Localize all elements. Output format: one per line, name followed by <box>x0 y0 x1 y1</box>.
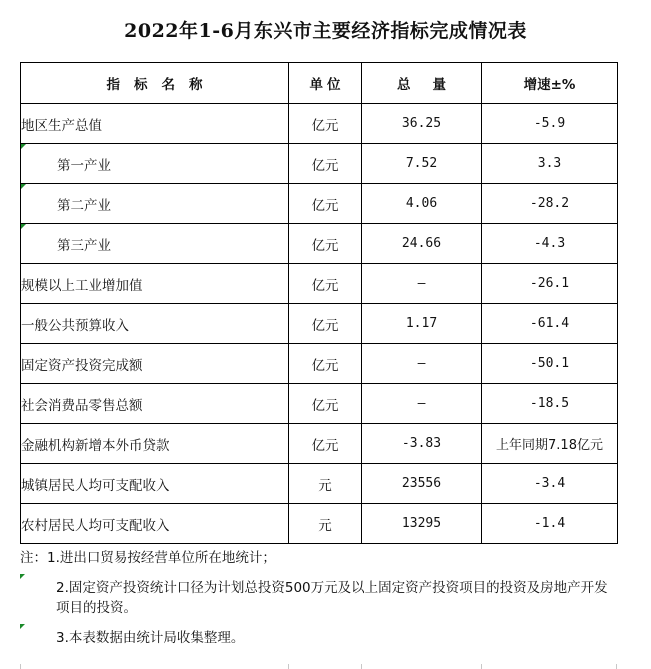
cell-marker-icon <box>20 574 25 579</box>
indicator-unit: 元 <box>289 464 362 504</box>
table-notes <box>20 542 620 648</box>
indicator-growth: -5.9 <box>482 104 618 144</box>
indicator-unit: 亿元 <box>289 344 362 384</box>
cell-marker-icon <box>21 144 26 149</box>
indicator-unit: 亿元 <box>289 224 362 264</box>
indicator-growth: -61.4 <box>482 304 618 344</box>
indicator-growth: 3.3 <box>482 144 618 184</box>
indicator-name: 农村居民人均可支配收入 <box>21 504 289 544</box>
indicator-growth: -28.2 <box>482 184 618 224</box>
indicator-total: — <box>362 384 482 424</box>
indicator-total: 23556 <box>362 464 482 504</box>
indicator-growth: -18.5 <box>482 384 618 424</box>
indicator-unit: 亿元 <box>289 184 362 224</box>
indicator-growth: 上年同期7.18亿元 <box>482 424 618 464</box>
table-row <box>21 344 618 384</box>
indicator-growth: -3.4 <box>482 464 618 504</box>
indicator-name: 第三产业 <box>21 224 289 264</box>
indicator-total: — <box>362 344 482 384</box>
cell-marker-icon <box>21 224 26 229</box>
cell-marker-icon <box>21 184 26 189</box>
indicator-unit: 亿元 <box>289 424 362 464</box>
note-1: 注：1.进出口贸易按经营单位所在地统计； <box>20 550 276 566</box>
table-row <box>21 504 618 544</box>
grid-tick <box>616 664 617 669</box>
indicator-name: 规模以上工业增加值 <box>21 264 289 304</box>
indicator-total: -3.83 <box>362 424 482 464</box>
indicator-name: 地区生产总值 <box>21 104 289 144</box>
grid-tick <box>20 664 21 669</box>
indicator-unit: 亿元 <box>289 264 362 304</box>
table-row <box>21 144 618 184</box>
indicator-name: 一般公共预算收入 <box>21 304 289 344</box>
indicator-unit: 亿元 <box>289 144 362 184</box>
table-row <box>21 424 618 464</box>
grid-tick <box>288 664 289 669</box>
grid-tick <box>361 664 362 669</box>
indicator-name: 金融机构新增本外币贷款 <box>21 424 289 464</box>
header-row <box>21 63 618 104</box>
indicator-name: 第二产业 <box>21 184 289 224</box>
indicator-unit: 亿元 <box>289 104 362 144</box>
table-row <box>21 264 618 304</box>
indicator-unit: 元 <box>289 504 362 544</box>
note-2: 2.固定资产投资统计口径为计划总投资500万元及以上固定资产投资项目的投资及房地产开发项目的投资。 <box>20 578 620 618</box>
indicator-total: 1.17 <box>362 304 482 344</box>
header-unit: 单位 <box>289 63 362 104</box>
table-row <box>21 384 618 424</box>
indicator-unit: 亿元 <box>289 384 362 424</box>
table-row <box>21 184 618 224</box>
indicator-name: 固定资产投资完成额 <box>21 344 289 384</box>
indicator-name: 城镇居民人均可支配收入 <box>21 464 289 504</box>
page-title: 2022年1-6月东兴市主要经济指标完成情况表 <box>124 20 527 42</box>
indicator-total: — <box>362 264 482 304</box>
indicator-name: 社会消费品零售总额 <box>21 384 289 424</box>
indicator-total: 13295 <box>362 504 482 544</box>
grid-edge <box>0 664 651 669</box>
indicator-unit: 亿元 <box>289 304 362 344</box>
header-growth: 增速±% <box>482 63 618 104</box>
grid-tick <box>481 664 482 669</box>
header-total: 总量 <box>362 63 482 104</box>
cell-marker-icon <box>20 624 25 629</box>
table-row <box>21 224 618 264</box>
indicator-total: 36.25 <box>362 104 482 144</box>
indicator-table <box>20 62 618 544</box>
indicator-total: 7.52 <box>362 144 482 184</box>
table-row <box>21 464 618 504</box>
indicator-growth: -26.1 <box>482 264 618 304</box>
indicator-total: 4.06 <box>362 184 482 224</box>
header-indicator-name: 指标名称 <box>21 63 289 104</box>
indicator-total: 24.66 <box>362 224 482 264</box>
note-3: 3.本表数据由统计局收集整理。 <box>20 628 620 648</box>
indicator-growth: -1.4 <box>482 504 618 544</box>
indicator-growth: -50.1 <box>482 344 618 384</box>
table-row <box>21 104 618 144</box>
indicator-growth: -4.3 <box>482 224 618 264</box>
indicator-name: 第一产业 <box>21 144 289 184</box>
table-row <box>21 304 618 344</box>
